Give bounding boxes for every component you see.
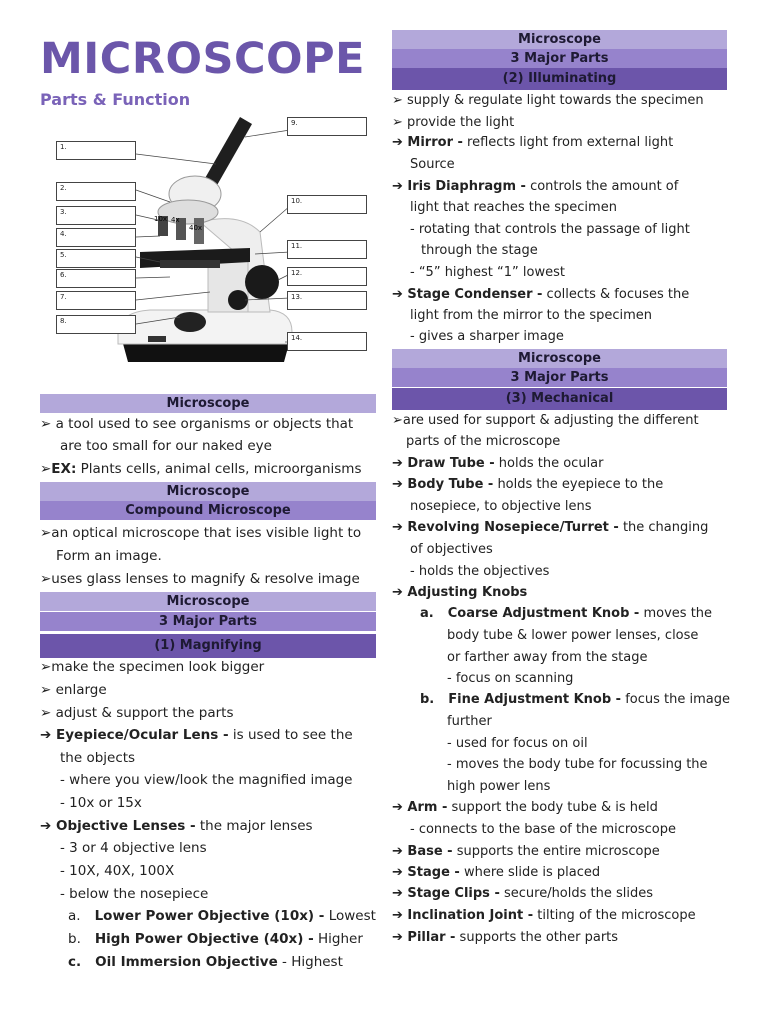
band-illuminating: (2) Illuminating <box>392 68 727 90</box>
text-line: ➔ Draw Tube - holds the ocular <box>392 456 604 471</box>
text-line: - below the nosepiece <box>60 886 209 902</box>
text-line: - focus on scanning <box>447 671 574 686</box>
text-line: ➢ enlarge <box>40 682 107 698</box>
text-line: - where you view/look the magnified image <box>60 772 353 788</box>
label-box-4[interactable]: 4. <box>56 228 136 247</box>
band-microscope: Microscope <box>392 349 727 368</box>
text-line: - connects to the base of the microscope <box>410 822 677 837</box>
page-title: MICROSCOPE <box>40 34 365 84</box>
text-line: ➢ supply & regulate light towards the specimen <box>392 93 704 108</box>
text-line: are too small for our naked eye <box>60 438 272 454</box>
text-line: high power lens <box>447 779 551 794</box>
text-line: - holds the objectives <box>410 564 550 579</box>
band-microscope: Microscope <box>40 592 376 611</box>
text-line: - moves the body tube for focussing the <box>447 757 708 772</box>
list-item: a. Lower Power Objective (10x) - Lowest <box>68 908 376 924</box>
text-line: ➔ Inclination Joint - tilting of the microscope <box>392 908 696 923</box>
band-microscope: Microscope <box>40 482 376 501</box>
text-line: ➔ Iris Diaphragm - controls the amount of <box>392 179 679 194</box>
text-line: ➔ Revolving Nosepiece/Turret - the changing <box>392 520 709 535</box>
label-box-2[interactable]: 2. <box>56 182 136 201</box>
lamp <box>174 312 206 332</box>
text-line: ➔ Stage - where slide is placed <box>392 865 601 880</box>
text-line: - “5” highest “1” lowest <box>410 265 565 280</box>
text-line: ➔ Mirror - reflects light from external light <box>392 135 674 150</box>
objective-label-40x: 40x <box>189 224 203 232</box>
text-line: ➢ adjust & support the parts <box>40 705 234 721</box>
label-box-12[interactable]: 12. <box>287 267 367 286</box>
text-line: the objects <box>60 750 136 766</box>
text-line: through the stage <box>421 243 538 258</box>
list-item: b. High Power Objective (40x) - Higher <box>68 931 363 947</box>
text-line: - 10X, 40X, 100X <box>60 863 175 879</box>
text-line: ➔ Arm - support the body tube & is held <box>392 800 658 815</box>
label-box-14[interactable]: 14. <box>287 332 367 351</box>
text-line: ➢uses glass lenses to magnify & resolve image <box>40 571 360 587</box>
text-line: ➔ Stage Clips - secure/holds the slides <box>392 886 654 901</box>
label-box-6[interactable]: 6. <box>56 269 136 288</box>
text-line: - gives a sharper image <box>410 329 564 344</box>
text-line: nosepiece, to objective lens <box>410 499 592 514</box>
text-line: of objectives <box>410 542 493 557</box>
text-line: ➢are used for support & adjusting the different <box>392 413 699 428</box>
band-compound-microscope: Compound Microscope <box>40 501 376 520</box>
text-line: - used for focus on oil <box>447 736 588 751</box>
text-line: Form an image. <box>56 548 162 564</box>
text-line: ➔ Objective Lenses - the major lenses <box>40 818 313 834</box>
list-item: a. Coarse Adjustment Knob - moves the <box>420 606 713 621</box>
text-line: ➔ Adjusting Knobs <box>392 585 528 600</box>
text-line: light that reaches the specimen <box>410 200 617 215</box>
text-line: further <box>447 714 492 729</box>
label-box-11[interactable]: 11. <box>287 240 367 259</box>
text-line: ➢EX: Plants cells, animal cells, microorganisms <box>40 461 362 477</box>
label-box-5[interactable]: 5. <box>56 249 136 268</box>
band-mechanical: (3) Mechanical <box>392 388 727 410</box>
text-line: ➔ Stage Condenser - collects & focuses the <box>392 287 690 302</box>
text-line: ➢ a tool used to see organisms or objects that <box>40 416 354 432</box>
label-box-1[interactable]: 1. <box>56 141 136 160</box>
list-item: c. Oil Immersion Objective - Highest <box>68 954 343 970</box>
base-switch <box>148 336 166 342</box>
text-line: Source <box>410 157 455 172</box>
label-box-8[interactable]: 8. <box>56 315 136 334</box>
text-line: ➢ provide the light <box>392 115 515 130</box>
label-box-10[interactable]: 10. <box>287 195 367 214</box>
text-line: body tube & lower power lenses, close <box>447 628 699 643</box>
text-line: parts of the microscope <box>406 434 561 449</box>
label-box-13[interactable]: 13. <box>287 291 367 310</box>
text-line: ➔ Pillar - supports the other parts <box>392 930 619 945</box>
text-line: ➢make the specimen look bigger <box>40 659 265 675</box>
stage-lower <box>160 260 220 268</box>
text-line: ➔ Base - supports the entire microscope <box>392 844 660 859</box>
text-line: or farther away from the stage <box>447 650 648 665</box>
label-box-3[interactable]: 3. <box>56 206 136 225</box>
label-box-9[interactable]: 9. <box>287 117 367 136</box>
text-line: - 3 or 4 objective lens <box>60 840 207 856</box>
objective-label-10x: 10x <box>154 215 168 223</box>
list-item: b. Fine Adjustment Knob - focus the image <box>420 692 730 707</box>
microscope-base <box>118 310 292 344</box>
band-major-parts: 3 Major Parts <box>392 368 727 387</box>
page-subtitle: Parts & Function <box>40 90 191 109</box>
band-microscope: Microscope <box>392 30 727 49</box>
text-line: - 10x or 15x <box>60 795 142 811</box>
text-line: ➔ Eyepiece/Ocular Lens - is used to see the <box>40 727 353 743</box>
text-line: ➔ Body Tube - holds the eyepiece to the <box>392 477 664 492</box>
text-line: ➢an optical microscope that ises visible light to <box>40 525 362 541</box>
band-major-parts: 3 Major Parts <box>40 612 376 631</box>
band-magnifying: (1) Magnifying <box>40 634 376 658</box>
objective-label-4x: 4x <box>171 216 180 224</box>
band-major-parts: 3 Major Parts <box>392 49 727 68</box>
coarse-knob <box>245 265 279 299</box>
label-box-7[interactable]: 7. <box>56 291 136 310</box>
band-microscope: Microscope <box>40 394 376 413</box>
text-line: light from the mirror to the specimen <box>410 308 653 323</box>
text-line: - rotating that controls the passage of light <box>410 222 690 237</box>
